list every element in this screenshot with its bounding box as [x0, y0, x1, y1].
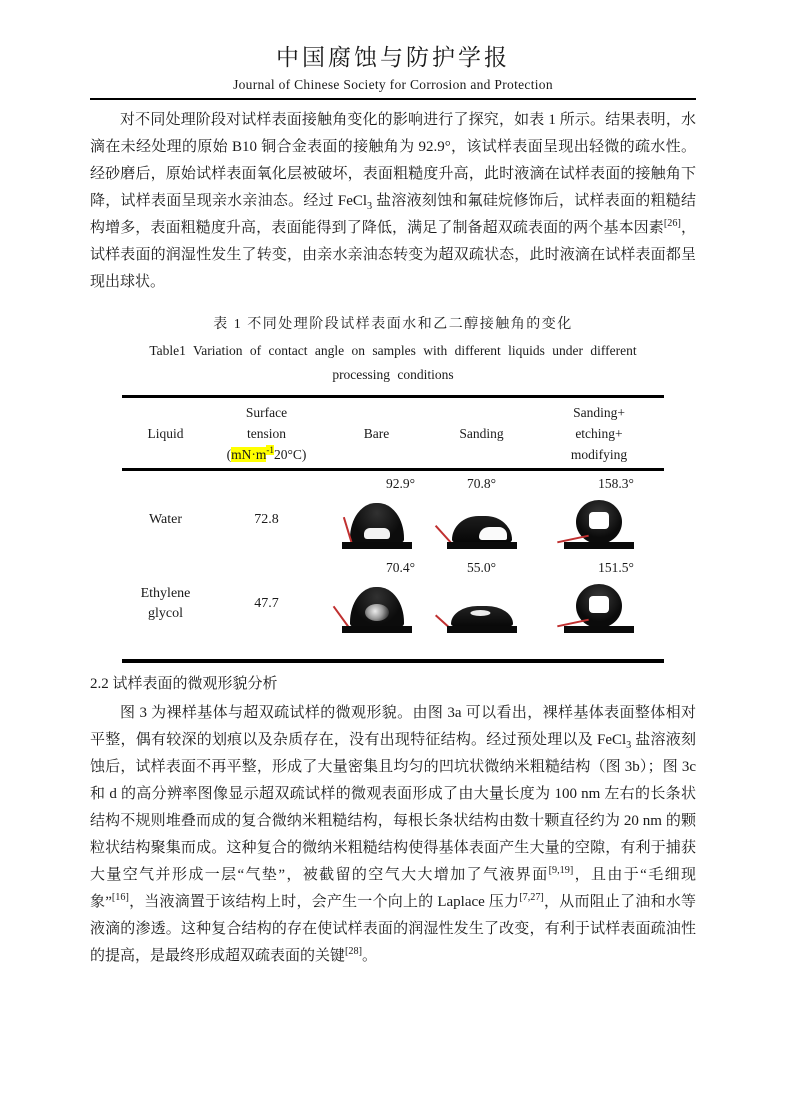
cell-eg-sanding — [429, 558, 534, 633]
contact-angle-value: 151.5° — [598, 560, 634, 575]
liquid-name-line1: Water — [148, 511, 183, 527]
section-heading-2-2: 2.2 试样表面的微观形貌分析 — [90, 676, 278, 692]
droplet-reflection — [364, 528, 390, 539]
surface-tension-unit-highlighted: $(mN\cdot m^{-1}20^\circ C)$ — [226, 445, 307, 462]
droplet-photo — [342, 495, 412, 549]
droplet-reflection — [470, 610, 490, 616]
droplet-reflection — [589, 512, 609, 529]
baseline-bar — [447, 542, 517, 549]
contact-angle-value: 55.0° — [466, 560, 497, 575]
contact-angle-value: 70.4° — [385, 560, 416, 575]
table-row-ethylene-glycol — [122, 555, 664, 659]
cell-water-bare — [324, 474, 429, 549]
col-header-sanding-etching-modifying — [534, 398, 664, 468]
droplet-photo — [564, 579, 634, 633]
table-caption-en — [90, 339, 696, 387]
col-header-bare: Bare — [363, 425, 390, 441]
droplet-reflection — [365, 604, 389, 621]
baseline-bar — [564, 542, 634, 549]
journal-title-cn: 中国腐蚀与防护学报 — [276, 45, 510, 70]
surface-tension-line1: Surface — [245, 404, 288, 420]
baseline-bar — [342, 542, 412, 549]
table-row-water — [122, 471, 664, 555]
journal-title-en: Journal of Chinese Society for Corrosion and Protection — [233, 77, 553, 92]
cell-eg-modified — [534, 558, 664, 633]
baseline-bar — [447, 626, 517, 633]
liquid-name-line2: glycol — [148, 605, 183, 621]
cell-water-modified — [534, 474, 664, 549]
col-header-sanding: Sanding — [459, 425, 504, 441]
cell-water-sanding — [429, 474, 534, 549]
droplet-reflection — [589, 596, 609, 613]
table-caption-en-line1: Table1 Variation of contact angle on samples with different liquids under different — [149, 343, 637, 358]
surface-tension-value-ethylene-glycol: 47.7 — [254, 595, 279, 611]
cell-eg-bare — [324, 558, 429, 633]
liquid-name-water — [122, 474, 209, 549]
droplet-photo — [342, 579, 412, 633]
table-caption-cn: 表 1 不同处理阶段试样表面水和乙二醇接触角的变化 — [213, 317, 573, 332]
paragraph-morphology-analysis: 图 3 为裸样基体与超双疏试样的微观形貌。由图 3a 可以看出，裸样基体表面整体相对平整，偶有较深的划痕以及杂质存在，没有出现特征结构。经过预处理以及 FeCl$_3$ 盐溶液刻蚀后，试样表面不再平整，形成了大量密集且均匀的凹坑状微纳米粗糙结构（图 3b）；图 3c 和 d 的高分辨率图像显示超双疏试样的微观表面形成了由大量长度为 100 nm 左右的长条状结构不规则堆叠而成的复合微纳米粗糙结构，每根长条状结构由数十颗直径约为 20 nm 的颗粒状结构聚集而成。这种复合的微纳米粗糙结构使得基体表面产生大量的空隙，有利于捕获大量空气并形成一层“气垫”，被截留的空气大大增加了气液界面[9,19]，且由于“毛细现象”[16]，当液滴置于该结构上时，会产生一个向上的 Laplace 压力[7,27]，从而阻止了油和水等液滴的渗透。这种复合结构的存在使试样表面的润湿性发生了改变，有利于试样表面疏油性的提高，是最终形成超双疏表面的关键[28]。 — [90, 705, 696, 964]
liquid-name-ethylene-glycol — [122, 558, 209, 633]
table-caption-en-line2: processing conditions — [332, 367, 454, 382]
contact-angle-value: 158.3° — [598, 476, 634, 491]
contact-angle-value: 92.9° — [385, 476, 416, 491]
contact-angle-table — [122, 395, 664, 663]
surface-tension-line2: tension — [247, 425, 286, 441]
liquid-name-line1: Ethylene — [140, 585, 191, 601]
header-rule — [90, 98, 696, 100]
droplet-photo — [447, 579, 517, 633]
paragraph-contact-angle-discussion: 对不同处理阶段对试样表面接触角变化的影响进行了探究，如表 1 所示。结果表明，水滴在未经处理的原始 B10 铜合金表面的接触角为 92.9°，该试样表面呈现出轻微的疏水性。经砂磨后，原始试样表面氧化层被破坏，表面粗糙度升高，此时液滴在试样表面的接触角下降，试样表面呈现亲水亲油态。经过 FeCl$_3$ 盐溶液刻蚀和氟硅烷修饰后，试样表面的粗糙结构增多，表面粗糙度升高，表面能得到了降低，满足了制备超双疏表面的两个基本因素[26]，试样表面的润湿性发生了转变，由亲水亲油态转变为超双疏状态，此时液滴在试样表面都呈现出球状。 — [90, 112, 696, 290]
droplet-photo — [564, 495, 634, 549]
surface-tension-value-water: 72.8 — [254, 511, 279, 527]
last-col-line1: Sanding+ — [573, 404, 625, 420]
contact-angle-value: 70.8° — [466, 476, 497, 491]
col-header-surface-tension — [209, 398, 324, 468]
baseline-bar — [342, 626, 412, 633]
droplet-photo — [447, 495, 517, 549]
last-col-line2: etching+ — [575, 425, 623, 441]
table-header-row — [122, 398, 664, 471]
baseline-bar — [564, 626, 634, 633]
droplet-reflection — [479, 527, 507, 540]
col-header-liquid: Liquid — [147, 425, 184, 441]
last-col-line3: modifying — [570, 446, 628, 462]
